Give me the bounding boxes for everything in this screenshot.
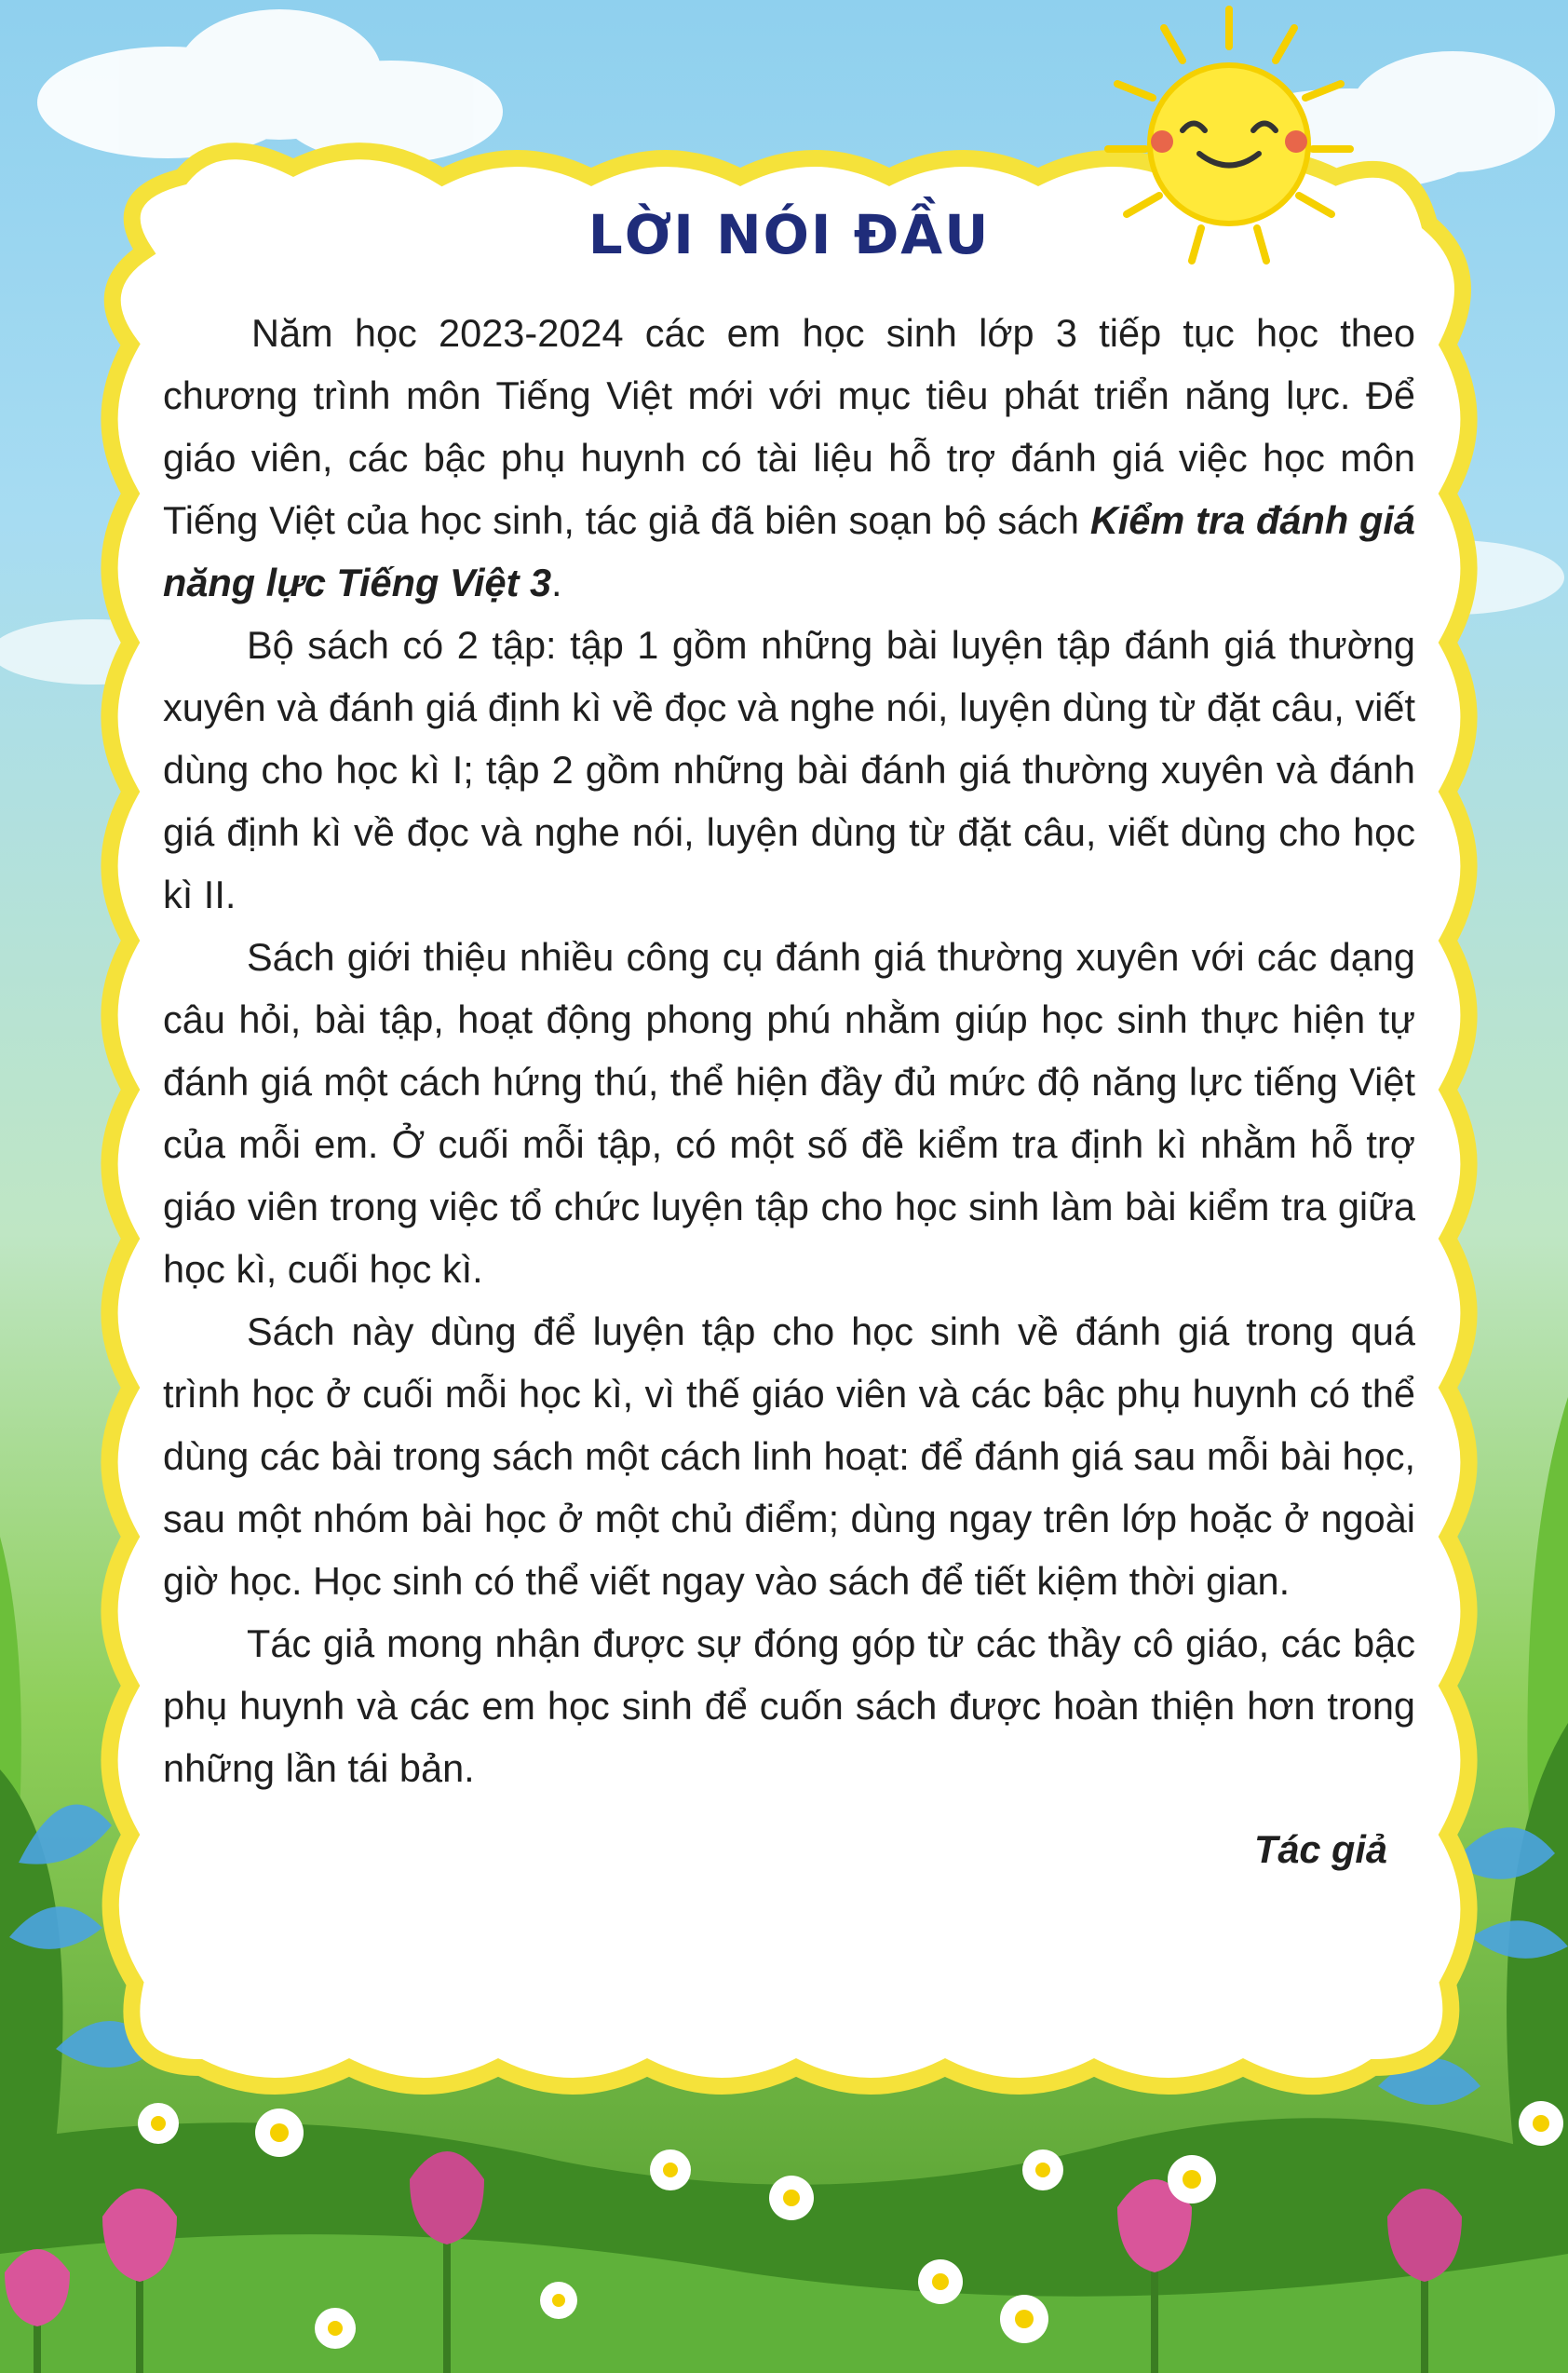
paragraph-1-text: Năm học 2023-2024 các em học sinh lớp 3 tiếp tục học theo chương trình môn Tiếng Việt mới với mục tiêu phát triển năng lực. Để giáo viên, các bậc phụ huynh có tài liệu hỗ trợ đánh giá việc học môn Tiếng Việt của học sinh, tác giả đã biên soạn bộ sách	[163, 311, 1415, 542]
book-title: Kiểm tra đánh giá năng lực Tiếng Việt 3	[163, 498, 1415, 604]
paragraph-4: Sách này dùng để luyện tập cho học sinh về đánh giá trong quá trình học ở cuối mỗi học kì, vì thế giáo viên và các bậc phụ huynh có thể dùng các bài trong sách một cách linh hoạt: để đánh giá sau mỗi bài học, sau một nhóm bài học ở một chủ điểm; dùng ngay trên lớp hoặc ở ngoài giờ học. Học sinh có thể viết ngay vào sách để tiết kiệm thời gian.	[163, 1309, 1415, 1603]
paragraph-1-end: .	[551, 561, 562, 604]
paragraph-1	[163, 302, 1415, 614]
paragraph-2: Bộ sách có 2 tập: tập 1 gồm những bài luyện tập đánh giá thường xuyên và đánh giá định kì về đọc và nghe nói, luyện dùng từ đặt câu, viết dùng cho học kì I; tập 2 gồm những bài đánh giá thường xuyên và đánh giá định kì về đọc và nghe nói, luyện dùng từ đặt câu, viết dùng cho học kì II.	[163, 623, 1415, 916]
preface-body	[163, 205, 1415, 1880]
grass-right	[1507, 1397, 1568, 2189]
author-signature: Tác giả	[1253, 1827, 1387, 1871]
page-title: LỜI NÓI ĐẦU	[588, 203, 991, 266]
paragraph-3: Sách giới thiệu nhiều công cụ đánh giá thường xuyên với các dạng câu hỏi, bài tập, hoạt động phong phú nhằm giúp học sinh thực hiện tự đánh giá một cách hứng thú, thể hiện đầy đủ mức độ năng lực tiếng Việt của mỗi em. Ở cuối mỗi tập, có một số đề kiểm tra định kì nhằm hỗ trợ giáo viên trong việc tổ chức luyện tập cho học sinh làm bài kiểm tra giữa học kì, cuối học kì.	[163, 935, 1415, 1291]
paragraph-5: Tác giả mong nhận được sự đóng góp từ các thầy cô giáo, các bậc phụ huynh và các em học sinh để cuốn sách được hoàn thiện hơn trong những lần tái bản.	[163, 1621, 1415, 1790]
